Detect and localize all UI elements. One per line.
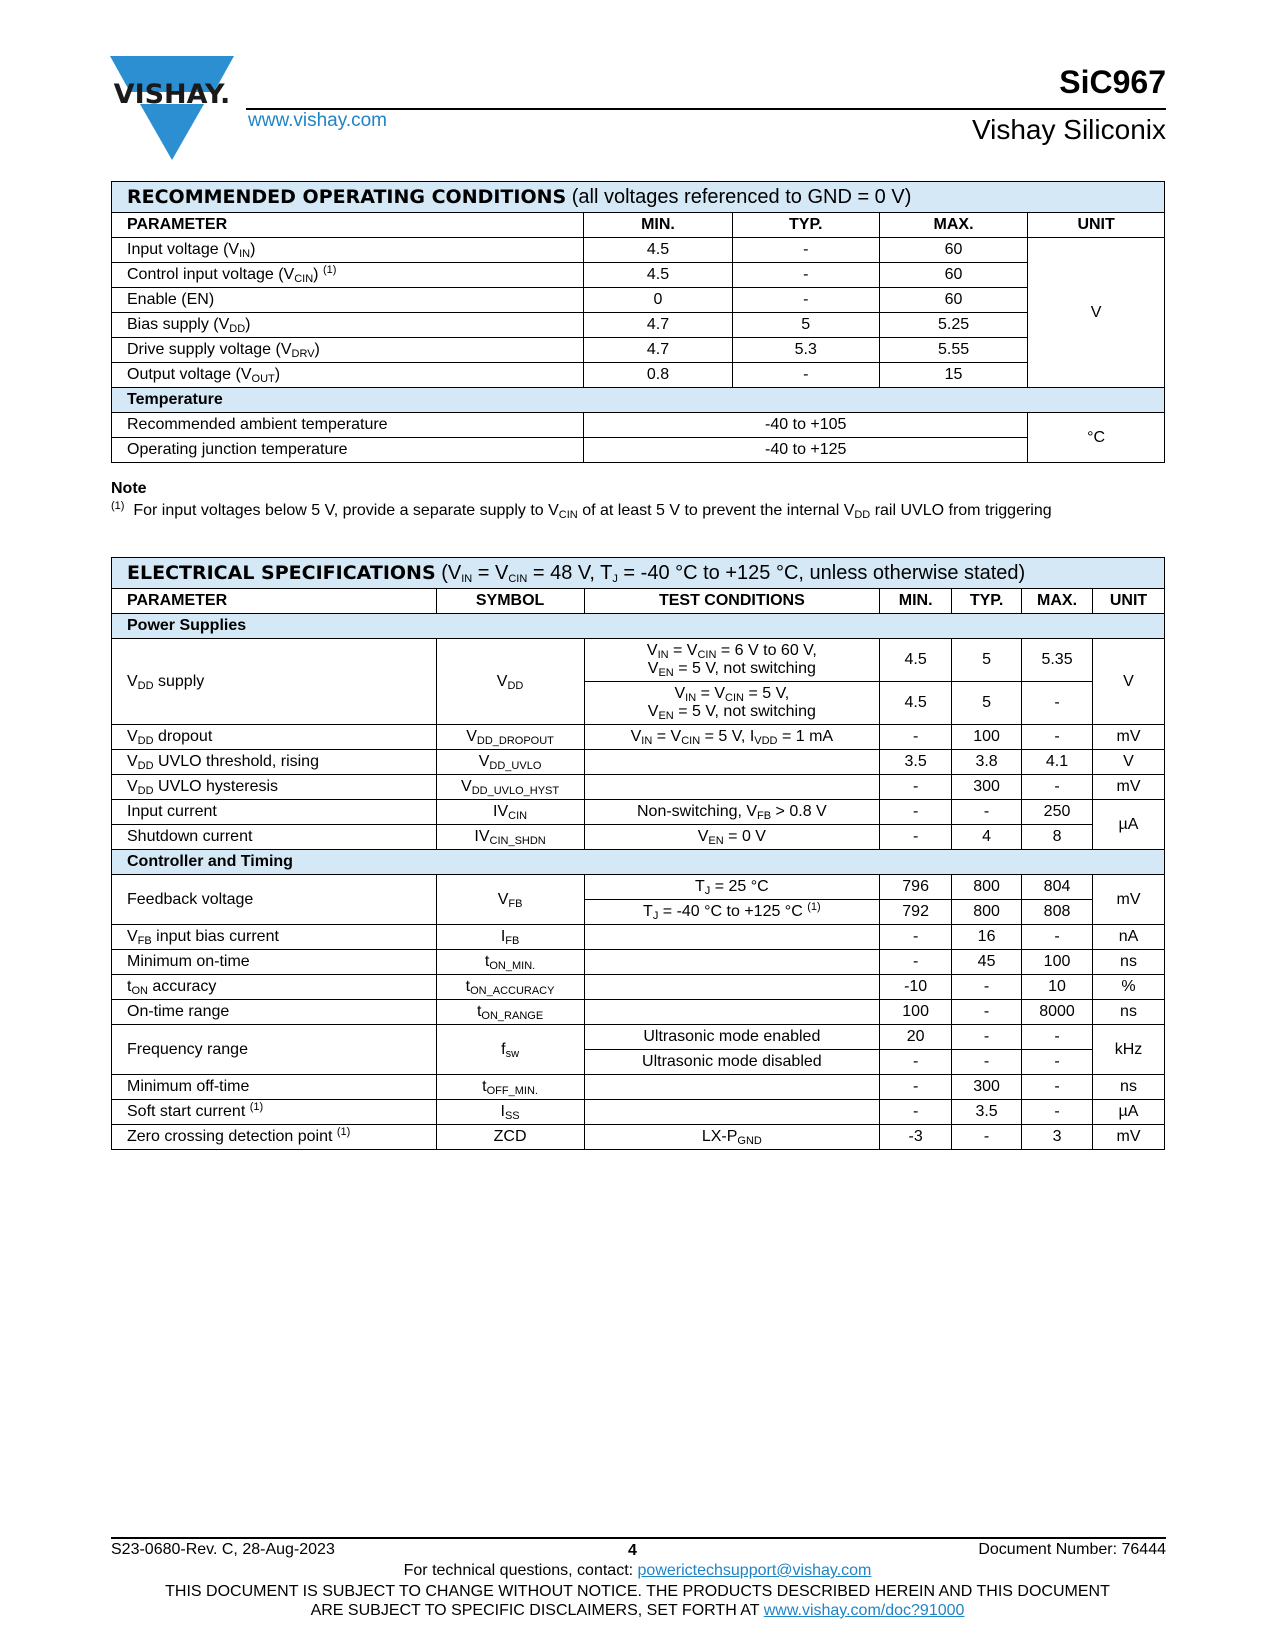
col-header-typ: TYP. [732,213,879,238]
revision: S23-0680-Rev. C, 28-Aug-2023 [111,1541,335,1558]
table-row: $V_{FB}$ input bias current $I_{FB}$ - 16 - nA [112,925,1165,950]
recommended-operating-conditions-table [111,181,1165,463]
table-row: $V_{DD}$ UVLO hysteresis $V_{DD\_UVLO\_HYST}$ - 300 - mV [112,775,1165,800]
table-row: Input current $IV_{CIN}$ Non-switching, $V_{FB} > 0.8$ V - - 250 µA [112,800,1165,825]
table-row: $T_J = -40$ °C to +125 °C $^{(1)}$ 792 800 808 [112,900,1165,925]
electrical-specifications-table [111,557,1165,1150]
table-row: Input voltage $(V_{IN})$ 4.5 - 60 V [112,238,1165,263]
table-row: $V_{DD}$ dropout $V_{DD\_DROPOUT}$ $V_{IN} = V_{CIN} = 5$ V, $I_{VDD} = 1$ mA - 100 - mV [112,725,1165,750]
section-header-temperature: Temperature [112,388,1165,413]
col-header-max: MAX. [1022,589,1093,614]
disclaimer-link[interactable]: www.vishay.com/doc?91000 [763,1602,965,1619]
table-row: Control input voltage $(V_{CIN})$ $^{(1)}$ 4.5 - 60 [112,263,1165,288]
section-header-power-supplies: Power Supplies [112,614,1165,639]
col-header-parameter: PARAMETER [112,213,584,238]
unit-cell: V [1093,639,1165,725]
table-title: ELECTRICAL SPECIFICATIONS ($V_{IN} = V_{CIN} = 48$ V, $T_J = -40$ °C to +125 °C, unless otherwise stated) [112,558,1165,589]
table-row: Soft start current $^{(1)}$ $I_{SS}$ - 3.5 - µA [112,1100,1165,1125]
unit-cell: µA [1093,800,1165,850]
table-row: $V_{DD}$ supply $V_{DD}$ $V_{IN} = V_{CIN} = 6$ V to 60 V, $V_{EN} = 5$ V, not switching 4.5 5 5.35 V [112,639,1165,682]
table-row: Operating junction temperature -40 to +125 [112,438,1165,463]
table-row: Enable (EN) 0 - 60 [112,288,1165,313]
unit-cell: V [1028,238,1165,388]
table-title: RECOMMENDED OPERATING CONDITIONS (all voltages referenced to GND = 0 V) [112,182,1165,213]
table-row: Output voltage $(V_{OUT})$ 0.8 - 15 [112,363,1165,388]
col-header-max: MAX. [879,213,1027,238]
unit-cell: mV [1093,875,1165,925]
header-url[interactable]: www.vishay.com [248,110,388,131]
header-rule [246,108,1166,110]
table-row: Minimum off-time $t_{OFF\_MIN.}$ - 300 - ns [112,1075,1165,1100]
table-row: On-time range $t_{ON\_RANGE}$ 100 - 8000 ns [112,1000,1165,1025]
contact-email-link[interactable]: powerictechsupport@vishay.com [637,1562,872,1579]
table-row: $t_{ON}$ accuracy $t_{ON\_ACCURACY}$ -10 - 10 % [112,975,1165,1000]
footer-rule [111,1537,1166,1539]
table-row: Ultrasonic mode disabled - - - [112,1050,1165,1075]
note-body: $^{(1)}$ For input voltages below 5 V, provide a separate supply to $V_{CIN}$ of at least 5 V to prevent the internal $V_{DD}$ rail UVLO from triggering [111,500,1052,521]
col-header-test-conditions: TEST CONDITIONS [584,589,880,614]
part-number: SiC967 [1059,64,1166,100]
logo-text: VISHAY. [113,79,231,110]
table-row: Recommended ambient temperature -40 to +105 °C [112,413,1165,438]
col-header-min: MIN. [880,589,952,614]
table-row: Feedback voltage $V_{FB}$ $T_J = 25$ °C 796 800 804 mV [112,875,1165,900]
unit-cell: kHz [1093,1025,1165,1075]
disclaimer: THIS DOCUMENT IS SUBJECT TO CHANGE WITHOUT NOTICE. THE PRODUCTS DESCRIBED HEREIN AND THIS DOCUMENT ARE SUBJECT TO SPECIFIC DISCLAIMERS, SET FORTH AT www.vishay.com/doc?91000 [165,1583,1110,1619]
table-row: $V_{IN} = V_{CIN} = 5$ V, $V_{EN} = 5$ V, not switching 4.5 5 - [112,682,1165,725]
page-number: 4 [628,1542,637,1559]
table-row: Drive supply voltage $(V_{DRV})$ 4.7 5.3 5.55 [112,338,1165,363]
note-title: Note [111,480,147,497]
table-row: Shutdown current $IV_{CIN\_SHDN}$ $V_{EN} = 0$ V - 4 8 [112,825,1165,850]
col-header-min: MIN. [584,213,732,238]
col-header-unit: UNIT [1093,589,1165,614]
unit-cell: °C [1028,413,1165,463]
table-row: Frequency range $f_{sw}$ Ultrasonic mode enabled 20 - - kHz [112,1025,1165,1050]
col-header-symbol: SYMBOL [436,589,584,614]
col-header-typ: TYP. [952,589,1022,614]
table-row: $V_{DD}$ UVLO threshold, rising $V_{DD\_UVLO}$ 3.5 3.8 4.1 V [112,750,1165,775]
company-name: Vishay Siliconix [971,114,1166,145]
section-header-controller-timing: Controller and Timing [112,850,1165,875]
vishay-logo [110,56,234,160]
table-row: Minimum on-time $t_{ON\_MIN.}$ - 45 100 ns [112,950,1165,975]
table-row: Zero crossing detection point $^{(1)}$ ZCD $LX-P_{GND}$ -3 - 3 mV [112,1125,1165,1150]
table-row: Bias supply $(V_{DD})$ 4.7 5 5.25 [112,313,1165,338]
document-number: Document Number: 76444 [978,1541,1166,1558]
contact-line: For technical questions, contact: powerictechsupport@vishay.com [403,1562,872,1579]
col-header-unit: UNIT [1028,213,1165,238]
col-header-parameter: PARAMETER [112,589,437,614]
